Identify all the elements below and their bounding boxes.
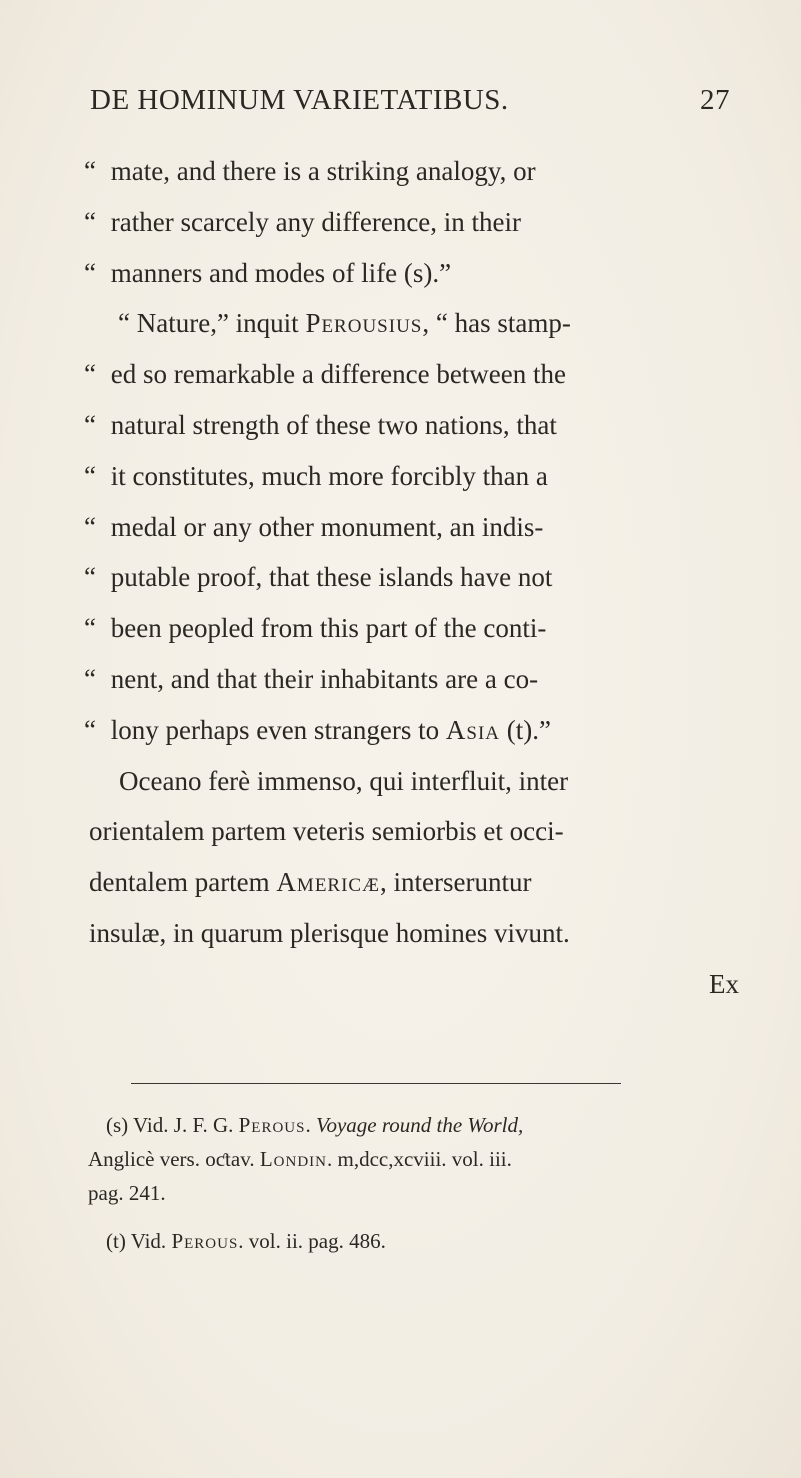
text-line: “ manners and modes of life (s).” [84,257,452,288]
body-text [84,146,739,1010]
footnote-s: (s) Vid. J. F. G. Perous. Voyage round the World, [106,1113,524,1137]
footnote-divider [131,1083,621,1084]
text-line: “ medal or any other monument, an indis- [84,511,544,542]
footnote-s-cont: pag. 241. [88,1181,166,1205]
text-line: orientalem partem veteris semiorbis et occi- [89,816,564,847]
footnote-s-cont: Anglicè vers. oƈtav. Londin. m,dcc,xcviii. vol. iii. [88,1147,512,1171]
footnotes [88,1108,738,1258]
text-line: “ it constitutes, much more forcibly than a [84,460,548,491]
text-line: “ been peopled from this part of the conti- [84,613,547,644]
text-line: Oceano ferè immenso, qui interfluit, inter [119,765,569,796]
catchword: Ex [709,968,739,999]
footnote-t: (t) Vid. Perous. vol. ii. pag. 486. [106,1229,386,1253]
text-line: “ ed so remarkable a difference between the [84,359,567,390]
text-line: “ lony perhaps even strangers to Asia (t).” [84,714,551,745]
text-line: “ natural strength of these two nations, that [84,409,557,440]
text-line: “ mate, and there is a striking analogy, or [84,156,536,186]
page-title: DE HOMINUM VARIETATIBUS. [90,84,509,116]
author-name: Perousius [305,308,423,339]
text-line: “ nent, and that their inhabitants are a co- [84,663,539,694]
page-number: 27 [700,84,730,116]
text-line: “ rather scarcely any difference, in their [84,206,522,237]
text-line: insulæ, in quarum plerisque homines vivunt. [89,917,570,948]
running-head [90,84,730,117]
text-line: dentalem partem Americæ, interseruntur [89,867,532,898]
text-line: “ putable proof, that these islands have not [84,562,553,593]
text-line: “ Nature,” inquit Perousius, “ has stamp- [118,308,571,339]
